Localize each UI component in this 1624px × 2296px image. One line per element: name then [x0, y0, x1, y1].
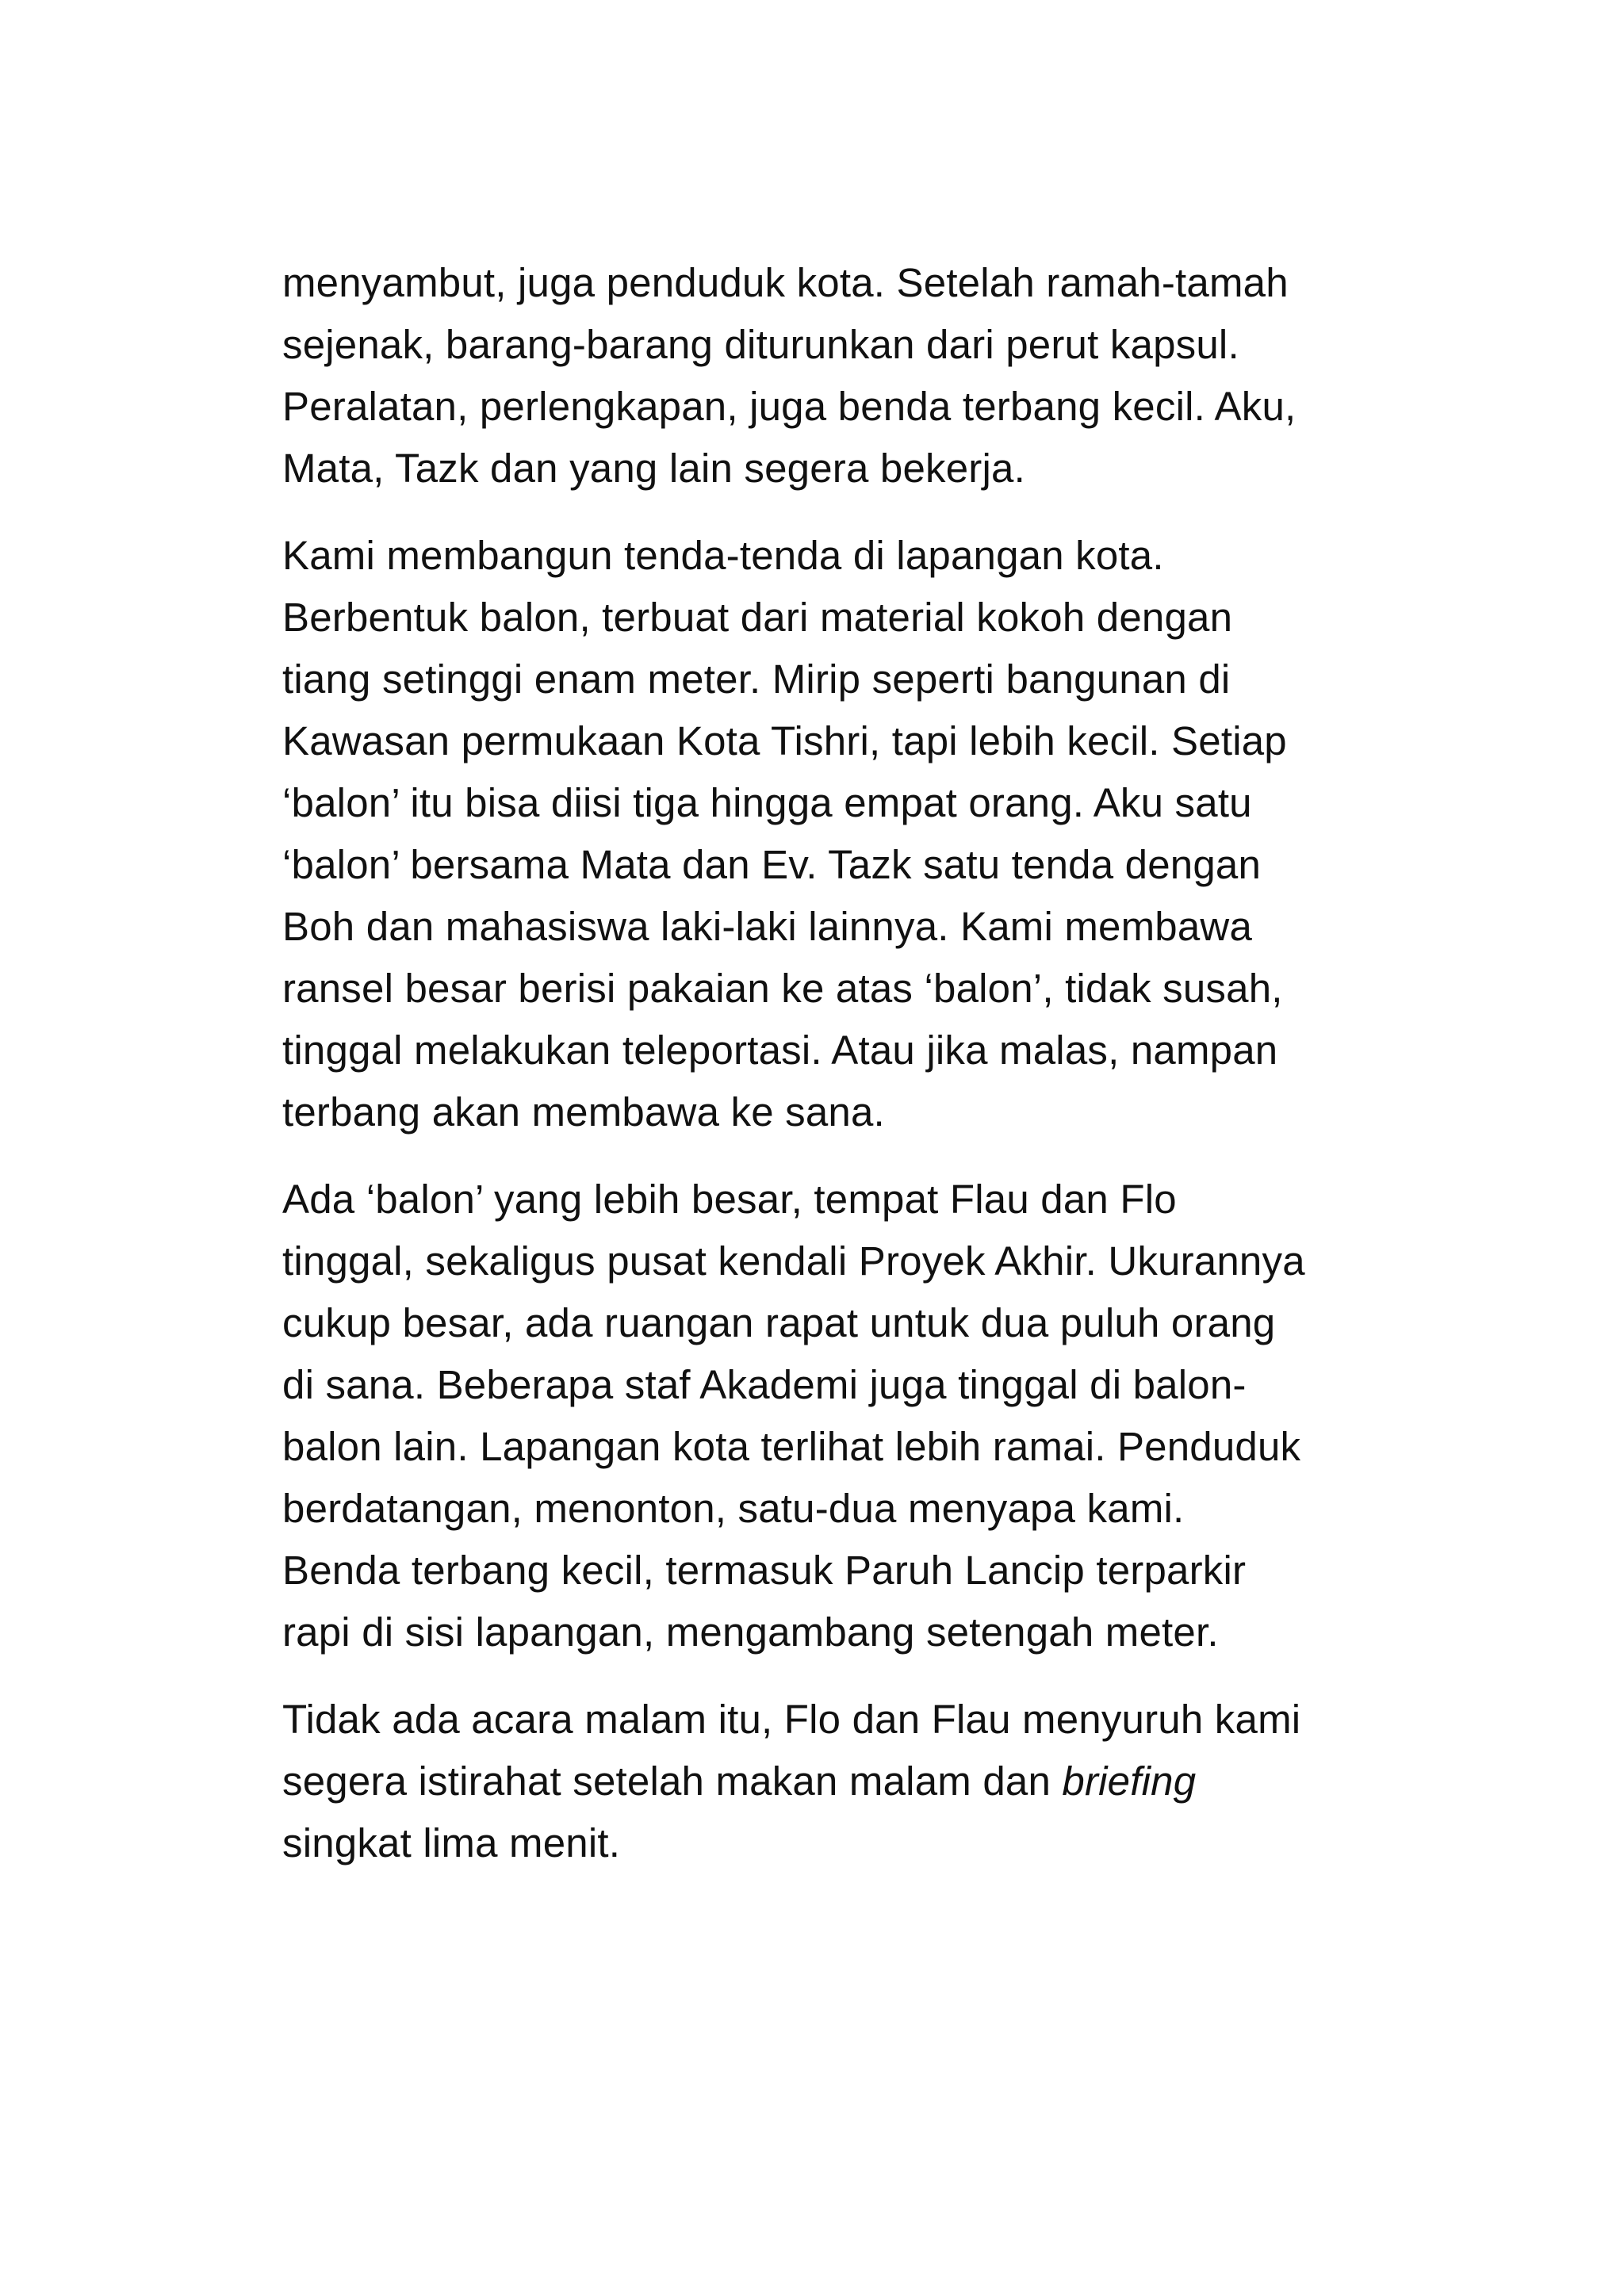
- text-line: terbang akan membawa ke sana.: [282, 1089, 885, 1135]
- text-line: menyambut, juga penduduk kota. Setelah ramah-tamah: [282, 260, 1289, 305]
- paragraph-3: [282, 1169, 1392, 1663]
- text-line: singkat lima menit.: [282, 1820, 621, 1866]
- paragraph-1: [282, 252, 1392, 499]
- paragraph-2: [282, 525, 1392, 1143]
- text-line: cukup besar, ada ruangan rapat untuk dua puluh orang: [282, 1300, 1276, 1345]
- text-line: tiang setinggi enam meter. Mirip seperti bangunan di: [282, 656, 1231, 702]
- text-line: di sana. Beberapa staf Akademi juga tinggal di balon-: [282, 1362, 1247, 1407]
- text-line: tinggal melakukan teleportasi. Atau jika malas, nampan: [282, 1027, 1278, 1073]
- text-line: balon lain. Lapangan kota terlihat lebih ramai. Penduduk: [282, 1424, 1301, 1469]
- text-line: Peralatan, perlengkapan, juga benda terbang kecil. Aku,: [282, 384, 1297, 429]
- text-line: ‘balon’ itu bisa diisi tiga hingga empat orang. Aku satu: [282, 780, 1252, 825]
- text-line: Boh dan mahasiswa laki-laki lainnya. Kami membawa: [282, 904, 1253, 949]
- text-line: ransel besar berisi pakaian ke atas ‘balon’, tidak susah,: [282, 966, 1283, 1011]
- text-line: Benda terbang kecil, termasuk Paruh Lancip terparkir: [282, 1548, 1247, 1593]
- text-line: Kami membangun tenda-tenda di lapangan kota.: [282, 533, 1164, 578]
- text-line: ‘balon’ bersama Mata dan Ev. Tazk satu tenda dengan: [282, 842, 1262, 887]
- text-line: berdatangan, menonton, satu-dua menyapa kami.: [282, 1486, 1185, 1531]
- text-line: [282, 1751, 1392, 1812]
- text-line: Mata, Tazk dan yang lain segera bekerja.: [282, 446, 1025, 491]
- text-line: Kawasan permukaan Kota Tishri, tapi lebih kecil. Setiap: [282, 718, 1287, 763]
- body-text: [282, 252, 1392, 1900]
- text-line: tinggal, sekaligus pusat kendali Proyek Akhir. Ukurannya: [282, 1238, 1305, 1284]
- text-segment: segera istirahat setelah makan malam dan: [282, 1758, 1063, 1804]
- italic-term-briefing: briefing: [1062, 1758, 1197, 1804]
- paragraph-4: [282, 1689, 1392, 1874]
- text-line: Tidak ada acara malam itu, Flo dan Flau menyuruh kami: [282, 1697, 1301, 1742]
- text-line: sejenak, barang-barang diturunkan dari perut kapsul.: [282, 322, 1239, 367]
- text-line: rapi di sisi lapangan, mengambang setengah meter.: [282, 1609, 1219, 1655]
- text-line: Berbentuk balon, terbuat dari material kokoh dengan: [282, 595, 1233, 640]
- text-line: Ada ‘balon’ yang lebih besar, tempat Flau dan Flo: [282, 1177, 1177, 1222]
